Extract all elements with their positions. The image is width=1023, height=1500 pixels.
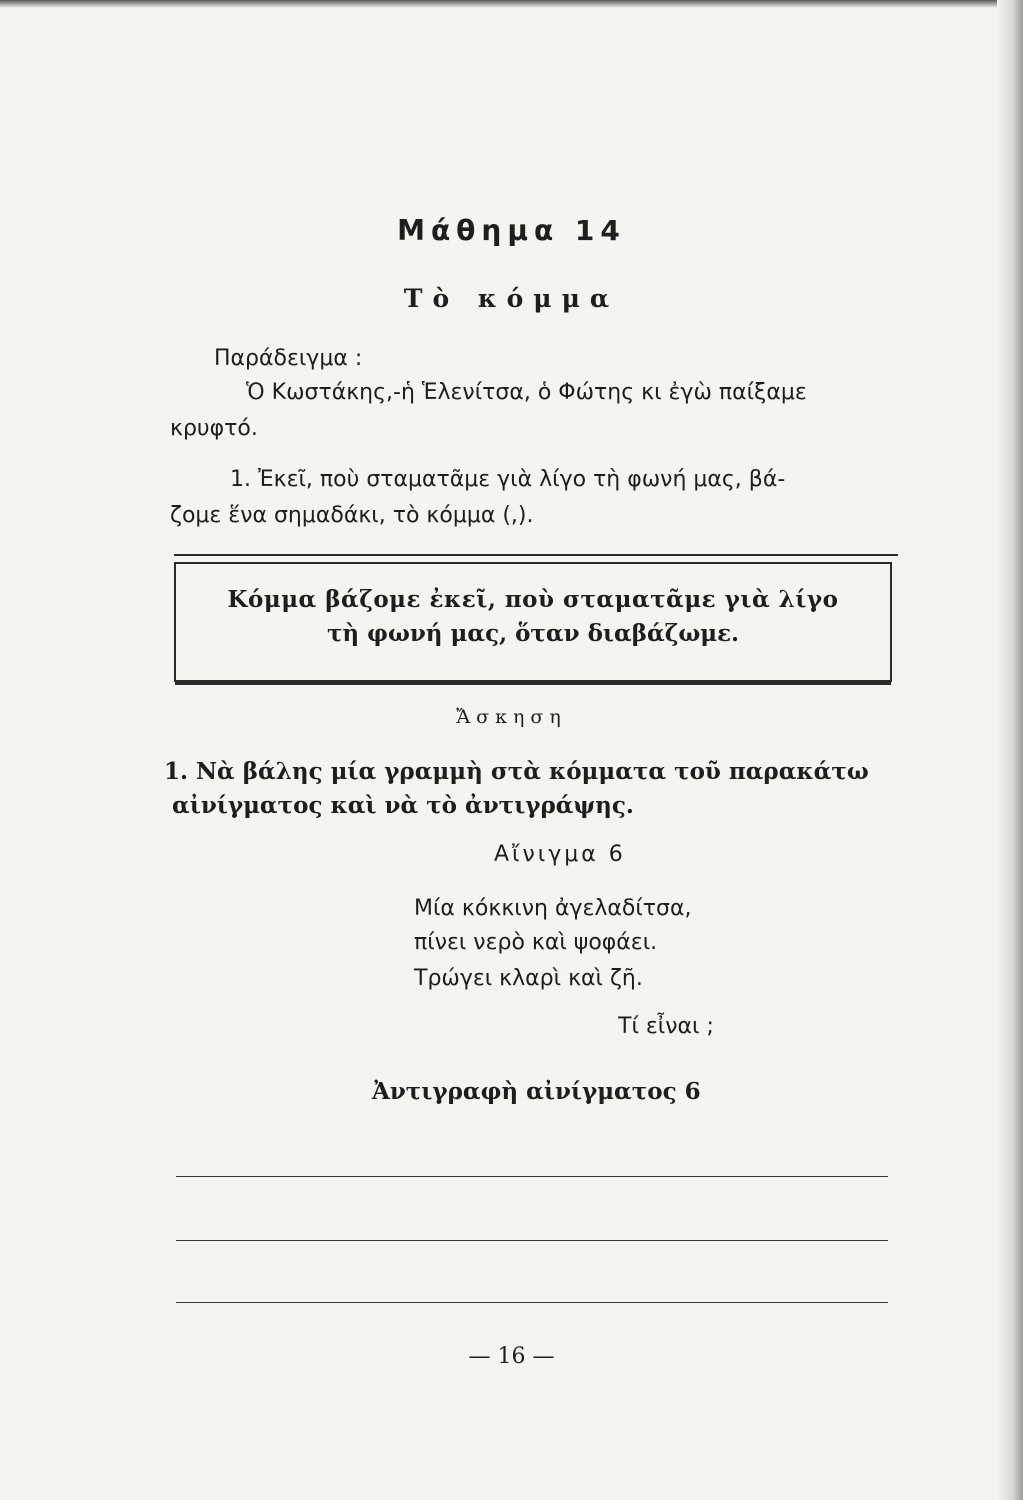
riddle-title: Αἴνιγμα 6 — [494, 842, 626, 867]
lesson-title: Μάθημα 14 — [397, 214, 626, 247]
explanation-line-1: 1. Ἐκεῖ, ποὺ σταματᾶμε γιὰ λίγο τὴ φωνή μας, βά- — [230, 467, 786, 492]
lesson-subtitle: Τὸ κόμμα — [403, 284, 620, 313]
page-number: — 16 — — [468, 1344, 555, 1369]
rule-box — [174, 562, 892, 682]
exercise-task-line-1: 1. Νὰ βάλης μία γραμμὴ στὰ κόμματα τοῦ παρακάτω — [164, 758, 869, 785]
writing-line-2[interactable] — [176, 1240, 888, 1241]
exercise-heading: Ἄσκηση — [456, 706, 567, 728]
riddle-line-2: πίνει νερὸ καὶ ψοφάει. — [414, 930, 658, 955]
writing-line-1[interactable] — [176, 1176, 888, 1177]
explanation-line-2: ζομε ἕνα σημαδάκι, τὸ κόμμα (,). — [170, 503, 534, 528]
example-line-1: Ὁ Κωστάκης,-ἡ Ἑλενίτσα, ὁ Φώτης κι ἐγὼ παίξαμε — [246, 380, 807, 405]
example-label: Παράδειγμα : — [214, 346, 363, 371]
rule-box-line-1: Κόμμα βάζομε ἐκεῖ, ποὺ σταματᾶμε γιὰ λίγο — [227, 586, 839, 613]
example-line-2: κρυφτό. — [170, 416, 258, 441]
writing-line-3[interactable] — [176, 1302, 888, 1303]
exercise-task-line-2: αἰνίγματος καὶ νὰ τὸ ἀντιγράψης. — [172, 792, 634, 819]
riddle-line-3: Τρώγει κλαρὶ καὶ ζῆ. — [414, 966, 643, 991]
rule-box-line-2: τὴ φωνή μας, ὅταν διαβάζωμε. — [326, 620, 740, 647]
riddle-line-1: Μία κόκκινη ἀγελαδίτσα, — [414, 896, 692, 921]
rule-box-top-border — [174, 554, 898, 556]
riddle-question: Τί εἶναι ; — [618, 1014, 714, 1039]
copy-title: Ἀντιγραφὴ αἰνίγματος 6 — [372, 1078, 701, 1105]
scan-top-edge — [0, 0, 1023, 8]
